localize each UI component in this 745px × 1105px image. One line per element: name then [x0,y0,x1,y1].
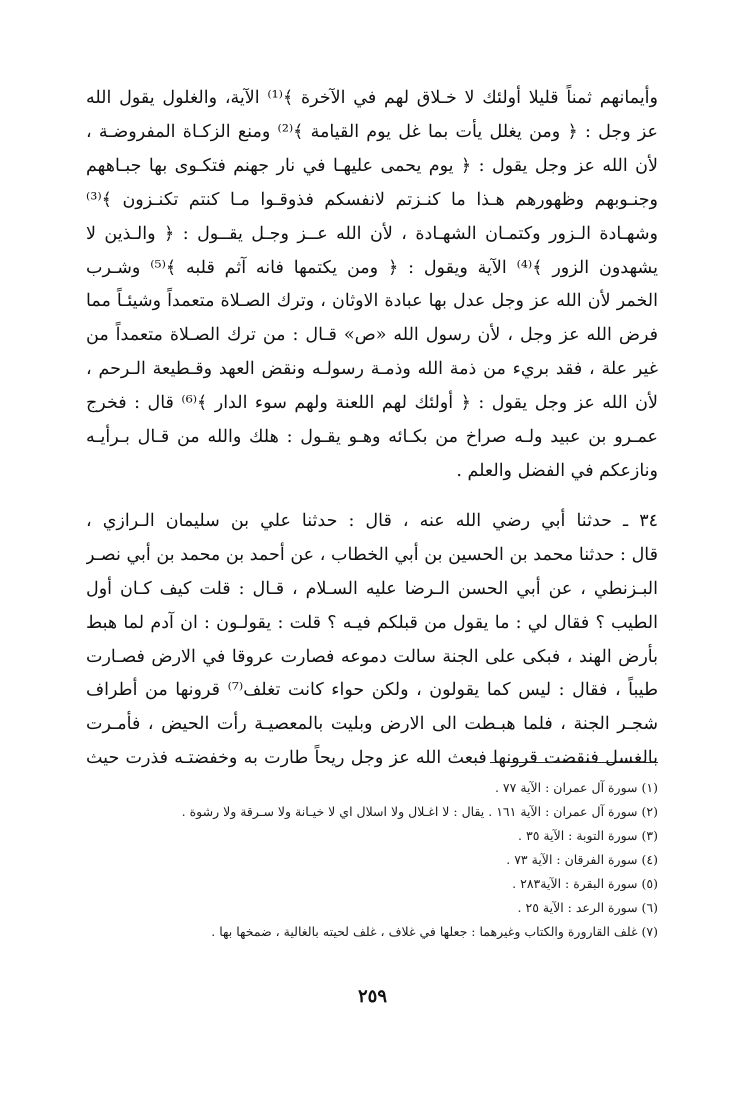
text-line: ونازعكم في الفضل والعلم . [456,460,658,481]
footnote-2: (٢) سورة آل عمران : الآية ١٦١ . يقال : لا اغـلال ولا اسلال اي لا خيـانة ولا سـرقة ولا رشوة . [181,804,658,819]
text-line: طيباً ، فقال : ليس كما يقولون ، ولكن حواء كانت تغلف⁽⁷⁾ قرونها من أطراف [86,680,658,701]
text-line: الطيب ؟ فقال لي : ما يقول من قبلكم فيـه ؟ قلت : يقولـون : ان آدم لما هبط [86,612,658,633]
text-line: لأن الله عز وجل يقول : ﴿ يوم يحمى عليهـا في نار جهنم فتكـوى بها جبـاههم [86,155,658,176]
page-body [86,82,658,776]
footnote-3: (٣) سورة التوبة : الآية ٣٥ . [518,828,658,843]
paragraph-2 [86,505,658,776]
text-line: وأيمانهم ثمناً قليلا أولئك لا خـلاق لهم في الآخرة ﴾⁽¹⁾ الآية، والغلول يقول الله [86,88,658,108]
paragraph-1 [86,82,658,489]
footnote-5: (٥) سورة البقرة : الآية٢٨٣ . [512,876,658,891]
text-line: الخمر لأن الله عز وجل عدل بها عبادة الاوثان ، وترك الصـلاة متعمداً وشيئـاً مما [86,291,658,312]
text-line: شجـر الجنة ، فلما هبـطت الى الارض وبليت بالمعصيـة رأت الحيض ، فأمـرت [86,714,658,735]
text-line: ٣٤ ـ حدثنا أبي رضي الله عنه ، قال : حدثنا علي بن سليمان الـرازي ، [86,510,658,531]
text-line: قال : حدثنا محمد بن الحسين بن أبي الخطاب ، عن أحمد بن محمد بن أبي نصـر [86,544,658,565]
text-line: يشهدون الزور ﴾⁽⁴⁾ الآية ويقول : ﴿ ومن يكتمها فانه آثم قلبه ﴾⁽⁵⁾ وشـرب [86,257,658,278]
text-line: لأن الله عز وجل يقول : ﴿ أولئك لهم اللعنة ولهم سوء الدار ﴾⁽⁶⁾ قال : فخرج [86,393,658,414]
footnote-7: (٧) غلف القارورة والكتاب وغيرهما : جعلها في غلاف ، غلف لحيته بالغالية ، ضمخها بها . [211,924,658,939]
text-line: البـزنطي ، عن أبي الحسن الـرضا عليه السـلام ، قـال : قلت كيف كـان أول [86,578,658,599]
text-line: وجنـوبهم وظهورهم هـذا ما كنـزتم لانفسكم فذوقـوا مـا كنتم تكنـزون ﴾⁽³⁾ [86,189,658,210]
footnotes [86,776,658,944]
text-line: عمـرو بن عبيد ولـه صراخ من بكـائه وهـو يقـول : هلك والله من قـال بـرأيـه [86,427,658,448]
footnote-divider [490,762,658,763]
text-line: بأرض الهند ، فبكى على الجنة سالت دموعه فصارت عروقا في الارض فصـارت [86,646,658,667]
text-line: غير علة ، فقد بريء من ذمة الله وذمـة رسولـه ونقض العهد وقـطيعة الـرحم ، [86,359,658,380]
text-line: فرض الله عز وجل ، لأن رسول الله «ص» قـال : من ترك الصـلاة متعمداً من [86,325,658,346]
footnote-4: (٤) سورة الفرقان : الآية ٧٣ . [506,852,658,867]
text-line: وشهـادة الـزور وكتمـان الشهـادة ، لأن الله عــز وجـل يقــول : ﴿ والـذين لا [86,223,658,244]
footnote-6: (٦) سورة الرعد : الآية ٢٥ . [517,900,658,915]
page-number: ٢٥٩ [357,986,387,1007]
text-line: عز وجل : ﴿ ومن يغلل يأت بما غل يوم القيامة ﴾⁽²⁾ ومنع الزكـاة المفروضـة ، [86,121,658,142]
text-line: بالغسل فنقضت قرونها فبعث الله عز وجل ريحاً طارت به وخفضتـه فذرت حيث [86,748,658,769]
footnote-1: (١) سورة آل عمران : الآية ٧٧ . [494,780,658,795]
